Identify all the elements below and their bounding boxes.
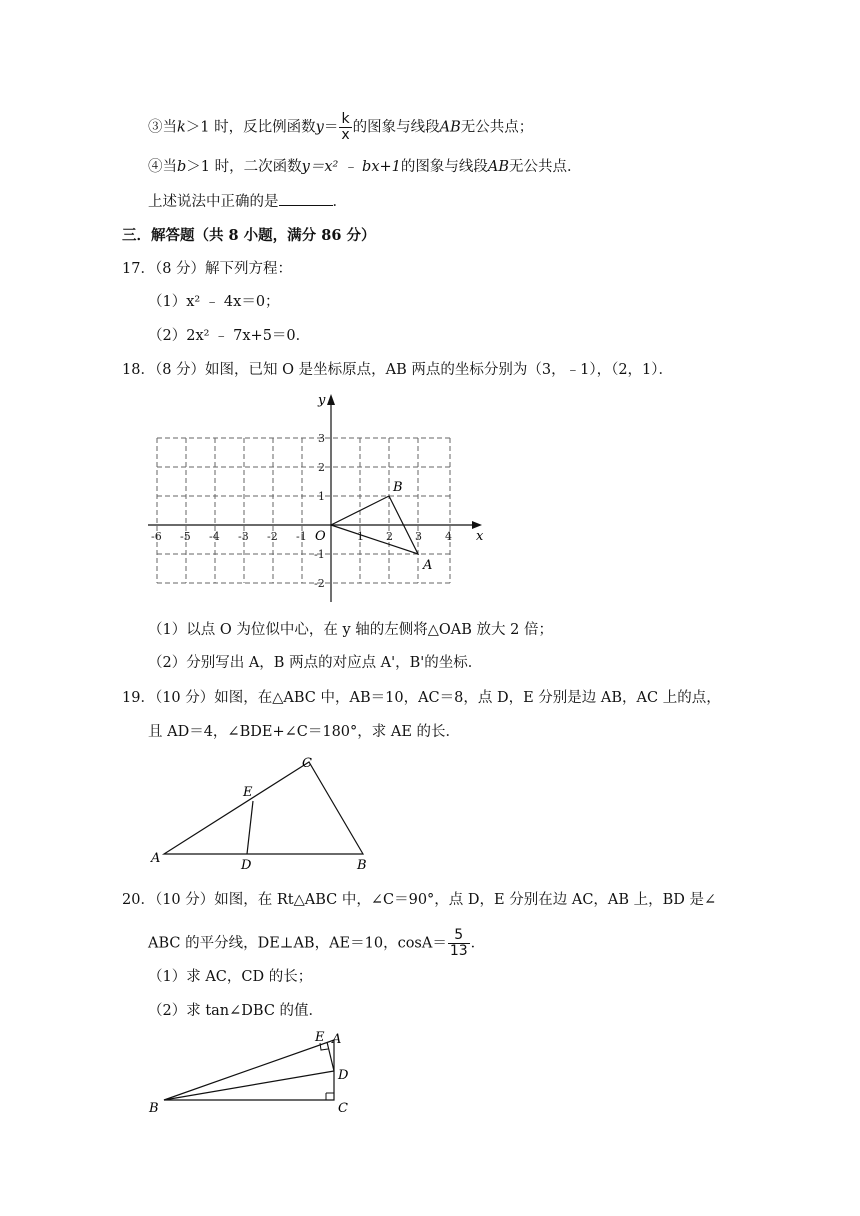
label-c: C [338, 1101, 348, 1116]
right-triangle-figure-20 [140, 1030, 370, 1120]
q16-item3: ③当k＞1 时，反比例函数y＝ $\frac{k}{x}$ 的图象与线段AB无公共点； [148, 111, 534, 143]
label-a: A [332, 1032, 342, 1047]
coordinate-figure [140, 388, 490, 608]
q16-conclusion: 上述说法中正确的是 ． [148, 191, 347, 212]
label-e: E [315, 1030, 325, 1045]
q20-part1: （1）求 AC，CD 的长； [148, 969, 313, 985]
y-tick: 1 [318, 490, 325, 503]
segment-de [247, 801, 253, 854]
triangle-abc [164, 762, 363, 854]
label-d: D [338, 1068, 349, 1083]
origin-label: O [315, 529, 326, 544]
label-e: E [243, 785, 253, 800]
point-a-label: A [423, 558, 433, 573]
q19-line2: 且 AD＝4，∠BDE+∠C＝180°，求 AE 的长． [148, 724, 461, 740]
q16-item4: ④当b＞1 时，二次函数y＝x² ﹣ bx+1的图象与线段AB无公共点． [148, 159, 582, 175]
x-tick: 2 [386, 530, 393, 543]
x-tick: -1 [296, 530, 307, 543]
label-b: B [149, 1101, 159, 1116]
y-tick: -2 [314, 577, 325, 590]
q20-line1: 20．（10 分）如图，在 Rt△ABC 中，∠C＝90°，点 D，E 分别在边 AC，AB 上，BD 是∠ [122, 892, 717, 908]
section-3-title: 三．解答题（共 8 小题，满分 86 分） [122, 227, 376, 244]
x-axis-arrow [472, 521, 482, 529]
triangle-abc [164, 1040, 334, 1100]
x-tick: -3 [238, 530, 249, 543]
x-axis-label: x [476, 529, 484, 544]
x-tick: -4 [209, 530, 220, 543]
q18-part2: （2）分别写出 A，B 两点的对应点 A'，B'的坐标． [148, 655, 483, 671]
fraction-5-over-13: $\frac{5}{13}$ [449, 927, 468, 959]
y-tick: 3 [318, 432, 325, 445]
y-axis-arrow [327, 394, 335, 405]
x-tick: -5 [180, 530, 191, 543]
x-tick: 1 [357, 530, 364, 543]
y-tick: 2 [318, 461, 325, 474]
segment-bd [164, 1071, 334, 1100]
answer-blank [279, 191, 333, 206]
label-a: A [151, 851, 161, 866]
label-d: D [241, 858, 252, 873]
point-b-label: B [393, 480, 403, 495]
q17-part2: （2）2x² ﹣ 7x+5＝0． [148, 328, 311, 344]
y-tick: -1 [314, 548, 325, 561]
y-axis-label: y [318, 393, 326, 408]
x-tick: -6 [151, 530, 162, 543]
x-tick: 3 [415, 530, 422, 543]
q17-part1: （1）x² ﹣ 4x＝0； [148, 294, 280, 310]
q18-part1: （1）以点 O 为位似中心，在 y 轴的左侧将△OAB 放大 2 倍； [148, 622, 553, 638]
q19-line1: 19．（10 分）如图，在△ABC 中，AB＝10，AC＝8，点 D，E 分别是边 AB，AC 上的点， [122, 690, 721, 706]
y-tick-labels [314, 432, 325, 590]
x-tick: -2 [267, 530, 278, 543]
label-b: B [357, 858, 367, 873]
q20-part2: （2）求 tan∠DBC 的值． [148, 1003, 324, 1019]
triangle-abc-figure-19 [145, 750, 385, 875]
fraction-k-over-x: $\frac{k}{x}$ [341, 111, 350, 143]
dashed-grid [157, 438, 450, 583]
q17-head: 17．（8 分）解下列方程： [122, 261, 293, 277]
q18-head: 18．（8 分）如图，已知 O 是坐标原点，AB 两点的坐标分别为（3，﹣1），（2，1）． [122, 362, 674, 378]
x-tick: 4 [445, 530, 452, 543]
label-c: C [302, 756, 312, 771]
q20-line2: ABC 的平分线，DE⊥AB，AE＝10，cosA＝ $\frac{5}{13}$ ． [148, 927, 486, 959]
